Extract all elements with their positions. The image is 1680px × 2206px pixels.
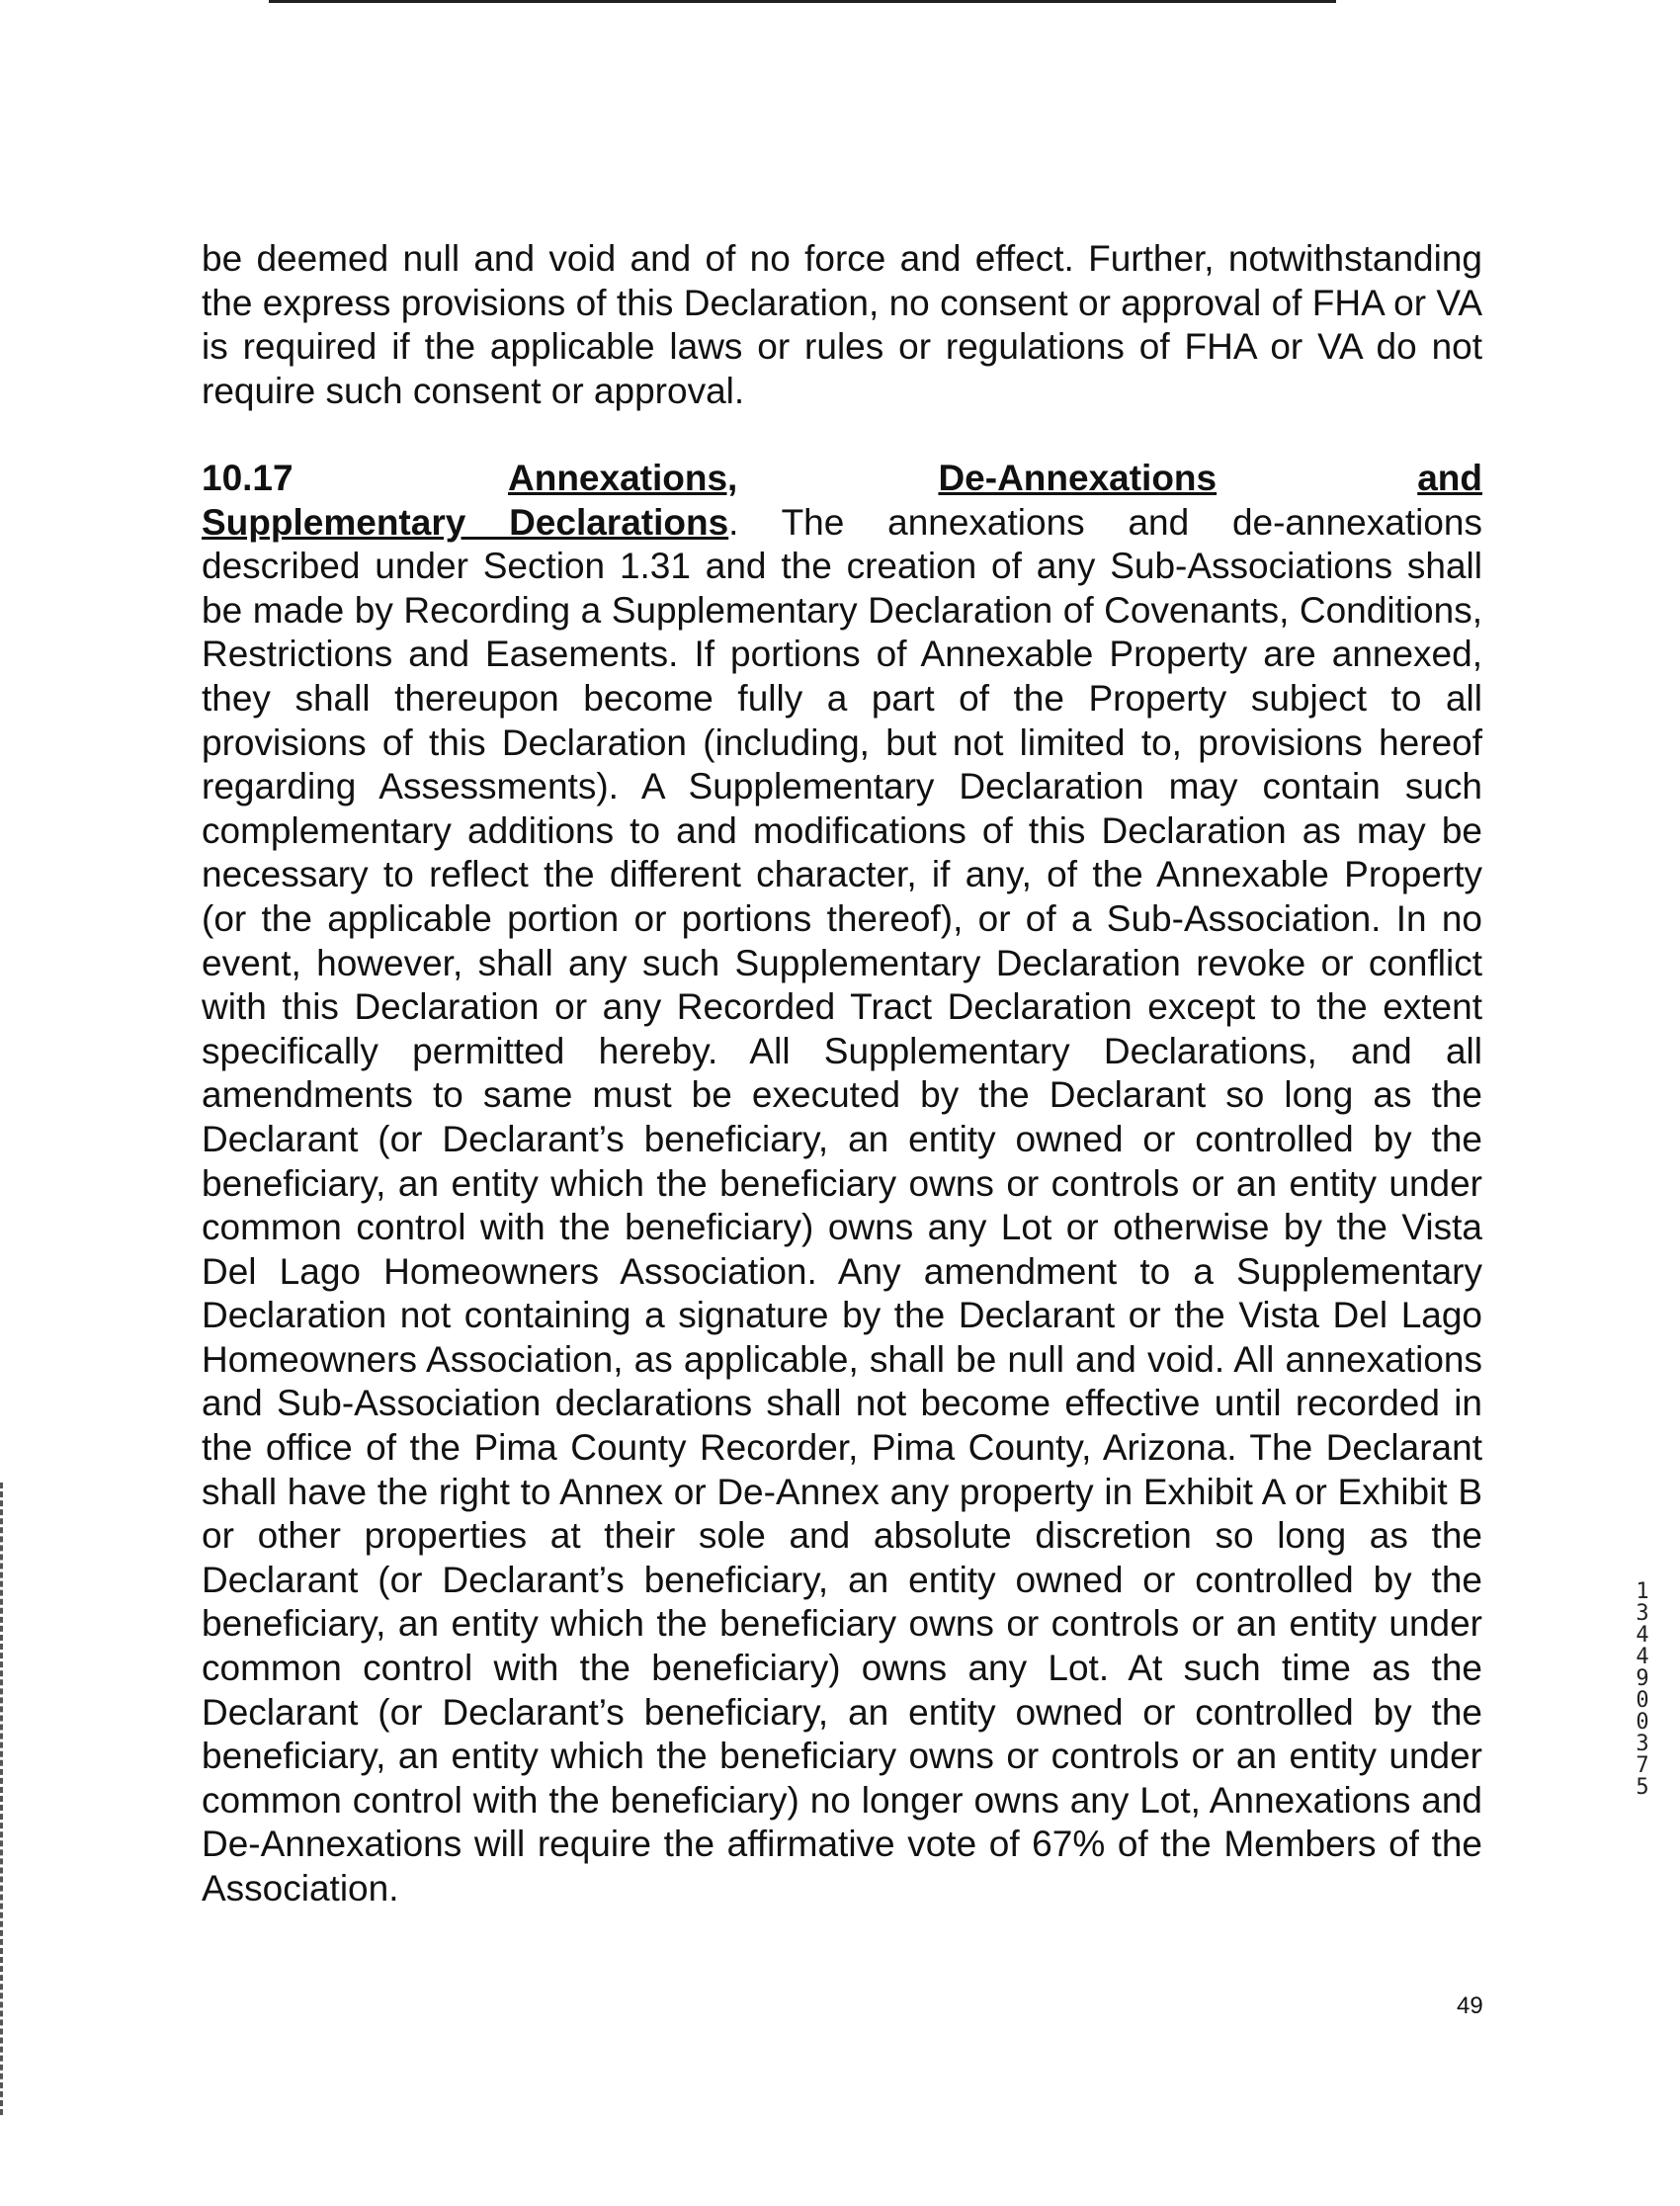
section-title-and: and [1417,458,1483,498]
section-heading-line [202,457,1482,501]
continued-paragraph [202,237,1482,413]
paragraph-text: be deemed null and void and of no force and effect. Further, notwithstanding the express provisions of this Declaration, no consent or approval of FHA or VA is required if the applicable laws or rules or regulations of FHA or VA do not require such consent or approval. [202,238,1482,411]
section-title-de-annexations: De-Annexations [938,458,1218,498]
top-rule [269,0,1336,3]
scan-edge-mark [0,1483,6,2115]
section-body: The annexations and de-annexations described under Section 1.31 and the creation of any Sub-Associations shall be made by Recording a Supplementary Declaration of Covenants, Conditions, Restrictions and Easements. If portions of Annexable Property are annexed, they shall thereupon become fully a part of the Property subject to all provisions of this Declaration (including, but not limited to, provisions hereof regarding Assessments). A Supplementary Declaration may contain such complementary additions to and modifications of this Declaration as may be necessary to reflect the different character, if any, of the Annexable Property (or the applicable portion or portions thereof), or of a Sub-Association. In no event, however, shall any such Supplementary Declaration revoke or conflict with this Declaration or any Recorded Tract Declaration except to the extent specifically permitted hereby. All Supplementary Declarations, and all amendments to same must be executed by the Declarant so long as the Declarant (or Declarant’s beneficiary, an entity owned or controlled by the beneficiary, an entity which the beneficiary owns or controls or an entity under common control with the beneficiary) owns any Lot or otherwise by the Vista Del Lago Homeowners Association. Any amendment to a Supplementary Declaration not containing a signature by the Declarant or the Vista Del Lago Homeowners Association, as applicable, shall be null and void. All annexations and Sub-Association declarations shall not become effective until recorded in the office of the Pima County Recorder, Pima County, Arizona. The Declarant shall have the right to Annex or De-Annex any property in Exhibit A or Exhibit B or other properties at their sole and absolute discretion so long as the Declarant (or Declarant’s beneficiary, an entity owned or controlled by the beneficiary, an entity which the beneficiary owns or controls or an entity under common control with the beneficiary) owns any Lot. At such time as the Declarant (or Declarant’s beneficiary, an entity owned or controlled by the beneficiary, an entity which the beneficiary owns or controls or an entity under common control with the beneficiary) no longer owns any Lot, Annexations and De-Annexations will require the affirmative vote of 67% of the Members of the Association. [202,501,1482,1909]
section-title-annexations: Annexations, [508,458,738,498]
page-number: 49 [1457,1993,1483,2019]
section-title-supplementary: Supplementary Declarations [202,501,729,543]
section-10-17 [202,457,1482,1911]
recording-stamp: 13449 00375 [1636,1579,1649,1800]
section-title-period: . [728,501,739,543]
section-number: 10.17 [202,458,294,498]
